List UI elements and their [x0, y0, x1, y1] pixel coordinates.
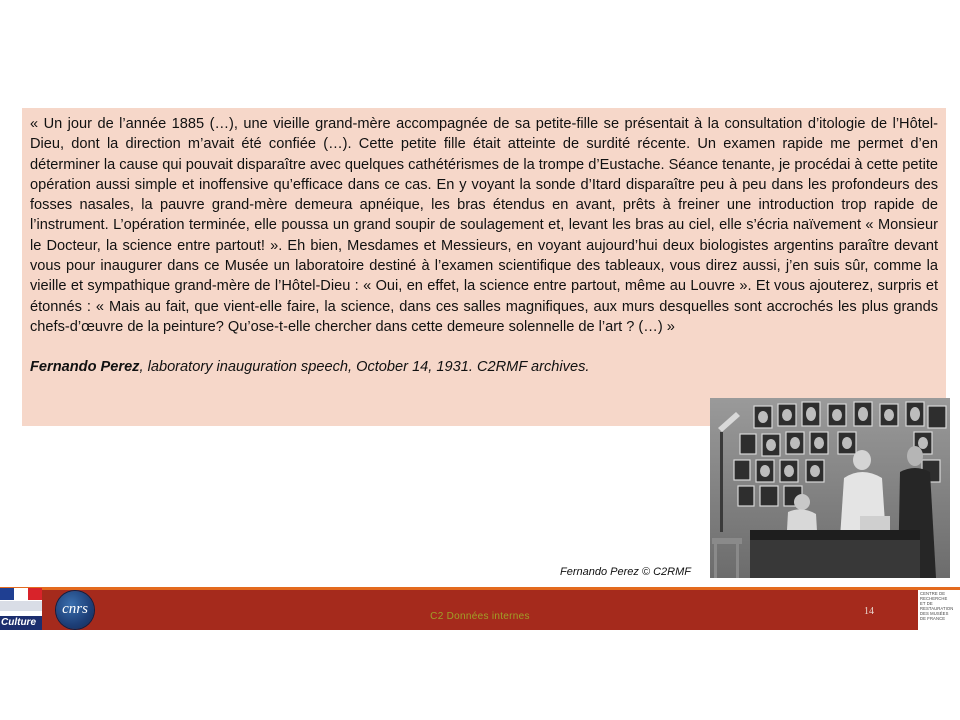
quote-box	[22, 108, 946, 426]
c2rmf-logo-line: RECHERCHE	[920, 596, 948, 601]
quote-source-author: Fernando Perez	[30, 359, 140, 376]
c2rmf-logo	[918, 590, 960, 630]
laboratory-photo-image	[710, 398, 950, 578]
french-republic-flag-icon	[0, 588, 42, 600]
laboratory-photo	[710, 398, 950, 578]
cnrs-logo	[56, 591, 94, 629]
cnrs-logo-text: cnrs	[62, 601, 88, 617]
page-number: 14	[864, 606, 874, 617]
culture-ministry-logo	[0, 588, 42, 630]
c2rmf-logo-line: CENTRE DE	[920, 591, 946, 596]
culture-logo-word: Culture	[0, 616, 42, 630]
photo-caption: Fernando Perez © C2RMF	[560, 566, 691, 578]
quote-source	[30, 359, 938, 375]
c2rmf-logo-line: DES MUSÉES	[920, 611, 949, 616]
quote-text: « Un jour de l’année 1885 (…), une vieille grand-mère accompagnée de sa petite-fille se présentait à la consultation d’itologie de l’Hôtel-Dieu, dont la direction m’avait été confiée (…). Cette petite fille était atteinte de surdité récente. Un examen rapide me permet d’en déterminer la cause qui pouvait disparaître avec quelques cathétérismes de la trompe d’Eustache. Séance tenante, je procédai à cette petite opération aussi simple et inoffensive qu’efficace dans ce cas. En y voyant la sonde d’Itard disparaître peu à peu dans les profondeurs des fosses nasales, la pauvre grand-mère demeura apnéique, les bras étendus en avant, prêts à freiner une introduction trop rapide de l’instrument. L’opération terminée, elle poussa un grand soupir de soulagement et, levant les bras au ciel, elle s’écria naïvement « Monsieur le Docteur, la science entre partout! ». Eh bien, Mesdames et Messieurs, en voyant aujourd’hui deux biologistes argentins paraître devant vous pour inaugurer dans ce Musée un laboratoire destiné à l’examen scientifique des tableaux, vous direz aussi, j’en suis sûr, comme la vieille et sympathique grand-mère de l’Hôtel-Dieu : « Oui, en effet, la science entre partout, même au Louvre ». Et vous ajouterez, surpris et étonnés : « Mais au fait, que vient-elle faire, la science, dans ces salles magnifiques, aux murs desquelles sont accrochés les plus grands chefs-d’œuvre de la peinture? Qu’ose-t-elle chercher dans cette demeure solennelle de l’art ? (…) »	[30, 116, 938, 335]
c2rmf-logo-line: RESTAURATION	[920, 606, 954, 611]
quote-source-details: , laboratory inauguration speech, October 14, 1931. C2RMF archives.	[139, 359, 590, 376]
footer-bar	[0, 590, 960, 630]
culture-logo-subtitle-band	[0, 601, 42, 611]
c2rmf-logo-line: ET DE	[920, 601, 933, 606]
c2rmf-logo-line: DE FRANCE	[920, 616, 946, 621]
footer-confidentiality-label: C2 Données internes	[430, 611, 530, 622]
